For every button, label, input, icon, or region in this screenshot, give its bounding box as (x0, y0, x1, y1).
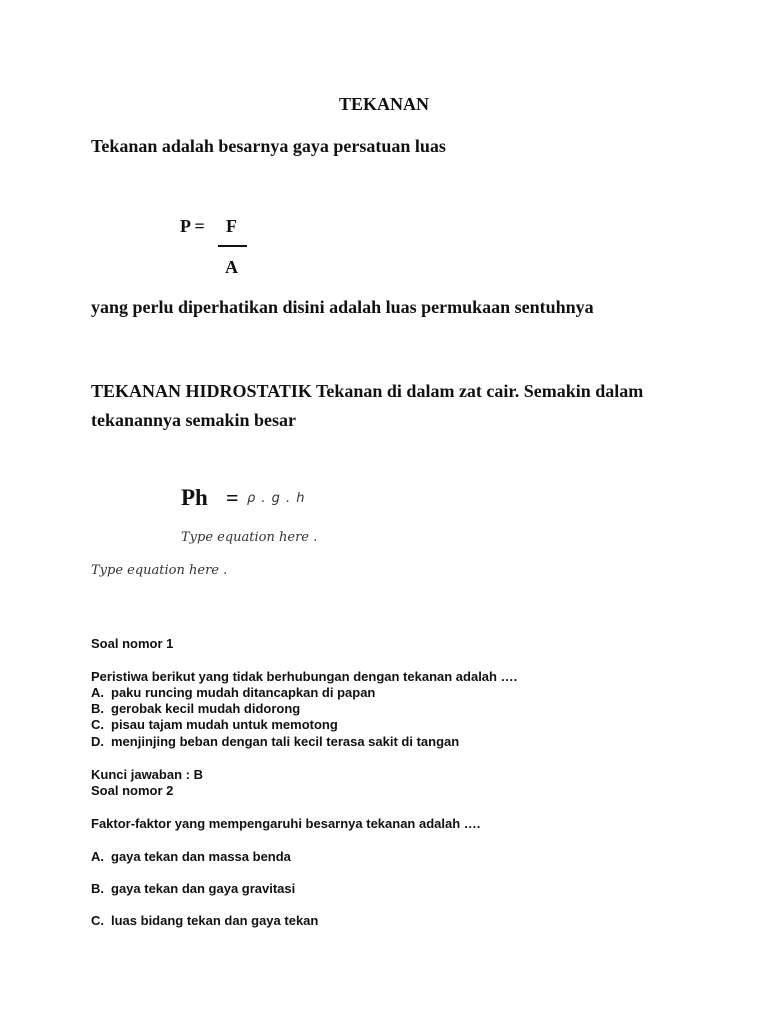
option-c (91, 913, 318, 928)
answer-key: Kunci jawaban : B (91, 767, 203, 782)
option-text: gaya tekan dan gaya gravitasi (111, 881, 296, 896)
formula-denominator: A (225, 257, 238, 277)
formula-equals: = (226, 485, 239, 510)
hydrostatic-paragraph (91, 377, 691, 435)
fraction-bar (218, 245, 247, 247)
option-a (91, 849, 291, 864)
option-letter: C. (91, 717, 104, 732)
option-letter: B. (91, 701, 104, 716)
option-letter: B. (91, 881, 104, 896)
option-b (91, 701, 300, 716)
hydrostatic-text: Tekanan di dalam zat cair. Semakin dalam tekanannya semakin besar (91, 381, 644, 430)
formula-lhs: P = (180, 216, 205, 236)
page-title: TEKANAN (338, 94, 429, 114)
option-a (91, 685, 375, 700)
option-text: paku runcing mudah ditancapkan di papan (111, 685, 376, 700)
option-letter: C. (91, 913, 104, 928)
note-text: yang perlu diperhatikan disini adalah luas permukaan sentuhnya (91, 297, 594, 317)
question-prompt: Peristiwa berikut yang tidak berhubungan dengan tekanan adalah …. (91, 669, 518, 684)
option-b (91, 881, 295, 896)
option-text: pisau tajam mudah untuk memotong (111, 717, 338, 732)
equation-placeholder[interactable]: Type equation here . (91, 563, 228, 578)
option-d (91, 734, 459, 749)
option-text: gaya tekan dan massa benda (111, 849, 291, 864)
option-c (91, 717, 338, 732)
option-text: gerobak kecil mudah didorong (111, 701, 301, 716)
option-text: luas bidang tekan dan gaya tekan (111, 913, 319, 928)
question-prompt: Faktor-faktor yang mempengaruhi besarnya tekanan adalah …. (91, 816, 481, 831)
option-letter: D. (91, 734, 104, 749)
formula-rhs: ρ . g . h (247, 491, 306, 506)
formula-numerator: F (226, 216, 237, 236)
question-label: Soal nomor 1 (91, 636, 174, 651)
question-label: Soal nomor 2 (91, 783, 174, 798)
option-letter: A. (91, 849, 104, 864)
equation-placeholder[interactable]: Type equation here . (181, 530, 318, 545)
hydrostatic-heading: TEKANAN HIDROSTATIK (91, 381, 312, 401)
option-letter: A. (91, 685, 104, 700)
option-text: menjinjing beban dengan tali kecil terasa sakit di tangan (111, 734, 460, 749)
definition-text: Tekanan adalah besarnya gaya persatuan luas (91, 136, 446, 156)
formula-ph: Ph (181, 485, 208, 510)
